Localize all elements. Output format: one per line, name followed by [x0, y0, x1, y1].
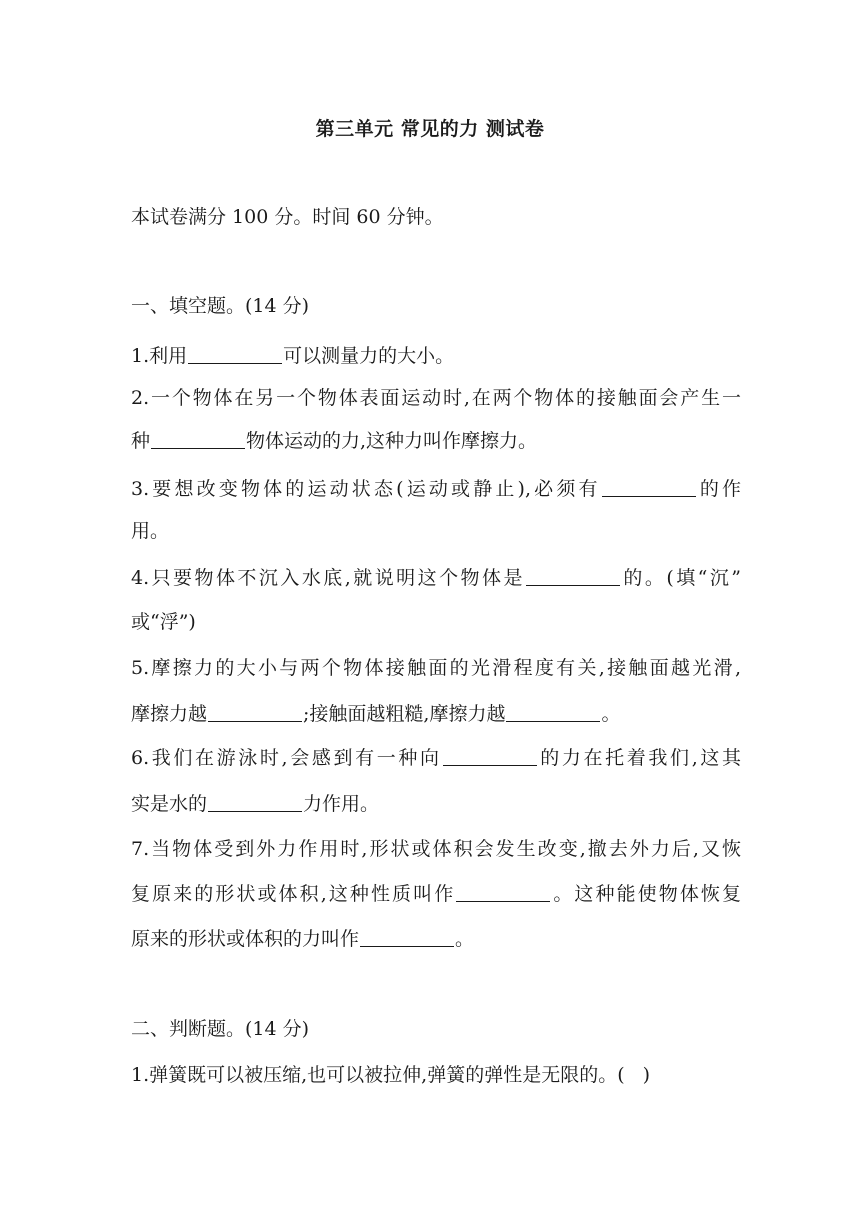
question-1-1 [131, 343, 741, 369]
question-2-1 [131, 1062, 741, 1088]
question-1-6-line-1 [131, 745, 741, 771]
question-text: 摩擦力越 [131, 703, 208, 725]
answer-blank[interactable] [526, 567, 620, 586]
answer-blank[interactable] [208, 793, 302, 812]
question-text: 可以测量力的大小。 [283, 345, 455, 367]
question-text: 复原来的形状或体积,这种性质叫作 [131, 883, 456, 905]
question-text: 。 [455, 928, 475, 950]
answer-blank[interactable] [443, 747, 537, 766]
question-text: 种 [131, 430, 151, 452]
question-text: 1.弹簧既可以被压缩,也可以被拉伸,弹簧的弹性是无限的。( [131, 1064, 625, 1086]
question-1-7-line-3 [131, 926, 741, 952]
question-text: 3.要想改变物体的运动状态(运动或静止),必须有 [131, 478, 601, 500]
page-title: 第三单元 常见的力 测试卷 [315, 118, 545, 140]
question-text: 的。(填“沉” [620, 567, 742, 589]
section-1-heading: 一、填空题。(14 分) [131, 295, 310, 317]
question-text: ) [642, 1064, 651, 1086]
question-text: 1.利用 [131, 345, 188, 367]
answer-blank[interactable] [506, 703, 600, 722]
question-text: 。 [601, 703, 621, 725]
answer-blank[interactable] [456, 883, 550, 902]
question-1-7-line-2 [131, 881, 741, 907]
answer-blank[interactable] [188, 345, 282, 364]
question-text: 4.只要物体不沉入水底,就说明这个物体是 [131, 567, 525, 589]
question-text: 的作 [696, 478, 741, 500]
question-1-5-line-1: 5.摩擦力的大小与两个物体接触面的光滑程度有关,接触面越光滑, [131, 657, 741, 679]
question-1-6-line-2 [131, 791, 741, 817]
question-1-4-line-1 [131, 565, 741, 591]
question-1-2-line-1: 2.一个物体在另一个物体表面运动时,在两个物体的接触面会产生一 [131, 387, 741, 409]
answer-blank[interactable] [208, 703, 302, 722]
question-text: 原来的形状或体积的力叫作 [131, 928, 360, 950]
answer-blank[interactable] [360, 928, 454, 947]
question-text: ;接触面越粗糙,摩擦力越 [303, 703, 506, 725]
question-1-7-line-1: 7.当物体受到外力作用时,形状或体积会发生改变,撤去外力后,又恢 [131, 838, 741, 860]
question-text: 力作用。 [303, 793, 380, 815]
question-1-5-line-2 [131, 701, 741, 727]
question-text: 物体运动的力,这种力叫作摩擦力。 [246, 430, 538, 452]
question-text: 实是水的 [131, 793, 208, 815]
question-text: 的力在托着我们,这其 [537, 747, 741, 769]
section-2-heading: 二、判断题。(14 分) [131, 1018, 310, 1040]
answer-blank[interactable] [602, 478, 696, 497]
question-1-3-line-2: 用。 [131, 520, 170, 542]
question-text: 6.我们在游泳时,会感到有一种向 [131, 747, 442, 769]
question-1-3-line-1 [131, 476, 741, 502]
answer-blank[interactable] [151, 430, 245, 449]
question-1-2-line-2 [131, 428, 741, 454]
exam-intro: 本试卷满分 100 分。时间 60 分钟。 [131, 206, 444, 228]
question-1-4-line-2: 或“浮”) [131, 611, 196, 633]
question-text: 。这种能使物体恢复 [551, 883, 741, 905]
